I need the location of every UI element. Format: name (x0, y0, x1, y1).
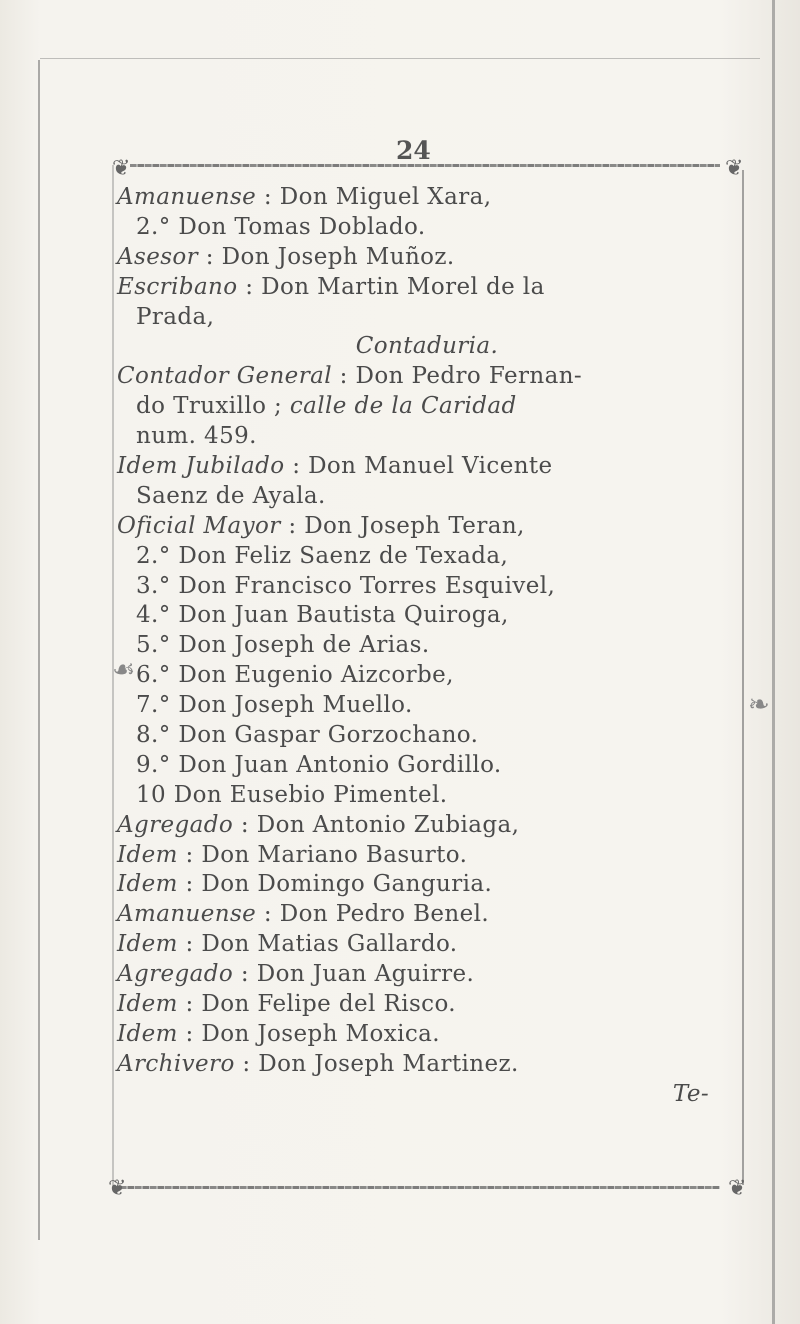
text-segment: 4.° Don Juan Bautista Quiroga, (136, 602, 509, 629)
text-line (117, 362, 737, 392)
text-segment: : Don Pedro Fernan- (331, 363, 583, 390)
text-segment: Idem (117, 871, 178, 898)
left-border (38, 60, 40, 1240)
text-line (117, 1020, 737, 1050)
text-segment: Oficial Mayor (117, 512, 281, 539)
text-line (117, 751, 737, 781)
text-segment: 7.° Don Joseph Muello. (136, 692, 413, 719)
text-line (117, 243, 737, 273)
text-segment: Idem Jubilado (117, 453, 285, 480)
text-segment: : Don Miguel Xara, (256, 184, 492, 210)
text-line (117, 841, 737, 871)
text-line (117, 273, 737, 303)
text-segment: 6.° Don Eugenio Aizcorbe, (136, 662, 454, 689)
text-segment: : Don Joseph Muñoz. (198, 243, 455, 270)
text-line (117, 1050, 737, 1080)
text-line (117, 661, 737, 691)
side-ornament-left-icon: ☙ (112, 655, 136, 685)
text-line (117, 811, 737, 841)
bottom-rule (120, 1186, 720, 1189)
text-line (117, 960, 737, 990)
text-line (117, 930, 737, 960)
text-segment: : Don Manuel Vicente (284, 453, 553, 480)
text-line (117, 542, 737, 572)
ornament-top-right-icon: ❦ (725, 156, 744, 181)
text-line (117, 990, 737, 1020)
ornament-top-left-icon: ❦ (112, 156, 131, 181)
right-inner-border (742, 170, 744, 1185)
text-line (117, 512, 737, 542)
text-segment: Contador General (117, 363, 332, 390)
text-segment: : Don Joseph Martinez. (234, 1050, 519, 1077)
side-ornament-right-icon: ❧ (748, 690, 770, 720)
text-body (117, 183, 737, 1110)
text-line (117, 452, 737, 482)
ornament-bottom-left-icon: ❦ (108, 1176, 127, 1201)
text-segment: Archivero (117, 1050, 235, 1077)
text-segment: Amanuense (117, 184, 257, 210)
text-segment: : Don Juan Aguirre. (233, 961, 475, 988)
text-segment: num. 459. (136, 423, 257, 450)
text-line (117, 183, 737, 213)
text-segment: 9.° Don Juan Antonio Gordillo. (136, 751, 502, 778)
text-segment: : Don Pedro Benel. (256, 901, 490, 928)
text-segment: Agregado (117, 961, 234, 988)
text-segment: 2.° Don Tomas Doblado. (136, 213, 426, 240)
text-segment: Idem (117, 1020, 178, 1047)
text-line (117, 392, 737, 422)
text-segment: do Truxillo ; (136, 393, 290, 420)
text-segment: Saenz de Ayala. (136, 482, 326, 509)
text-line (117, 781, 737, 811)
text-line (117, 870, 737, 900)
text-segment: : Don Antonio Zubiaga, (233, 811, 520, 838)
text-segment: Contaduria. (355, 333, 499, 360)
text-line (117, 572, 737, 602)
text-line (117, 601, 737, 631)
text-segment: : Don Martin Morel de la (237, 273, 545, 300)
right-border (772, 0, 775, 1324)
text-segment: Prada, (136, 303, 215, 330)
text-line (117, 631, 737, 661)
text-line (117, 332, 737, 362)
text-segment: 10 Don Eusebio Pimentel. (136, 781, 448, 808)
text-line (117, 482, 737, 512)
text-segment: Escribano (117, 273, 238, 300)
text-segment: : Don Mariano Basurto. (177, 841, 468, 868)
catchword: Te- (672, 1080, 709, 1107)
text-segment: Amanuense (117, 901, 257, 928)
text-segment: : Don Felipe del Risco. (177, 991, 457, 1018)
text-segment: calle de la Caridad (289, 393, 517, 420)
ornament-bottom-right-icon: ❦ (728, 1176, 747, 1201)
text-segment: : Don Matias Gallardo. (177, 931, 458, 958)
text-segment: Idem (117, 991, 178, 1018)
text-segment: 2.° Don Feliz Saenz de Texada, (136, 542, 509, 569)
text-line (117, 422, 737, 452)
page-number: 24 (396, 136, 431, 165)
text-segment: 3.° Don Francisco Torres Esquivel, (136, 572, 556, 599)
text-segment: Idem (117, 841, 178, 868)
text-segment: Idem (117, 931, 178, 958)
text-segment: : Don Joseph Teran, (280, 512, 525, 539)
text-line (117, 900, 737, 930)
text-segment: 5.° Don Joseph de Arias. (136, 632, 430, 659)
text-segment: 8.° Don Gaspar Gorzochano. (136, 722, 479, 749)
text-line (117, 691, 737, 721)
text-line (117, 303, 737, 333)
text-segment: : Don Joseph Moxica. (177, 1020, 440, 1047)
text-line (117, 721, 737, 751)
text-segment: Asesor (117, 243, 199, 270)
text-line (117, 213, 737, 243)
top-border (40, 58, 760, 59)
text-segment: Agregado (117, 811, 234, 838)
text-segment: : Don Domingo Ganguria. (177, 871, 493, 898)
